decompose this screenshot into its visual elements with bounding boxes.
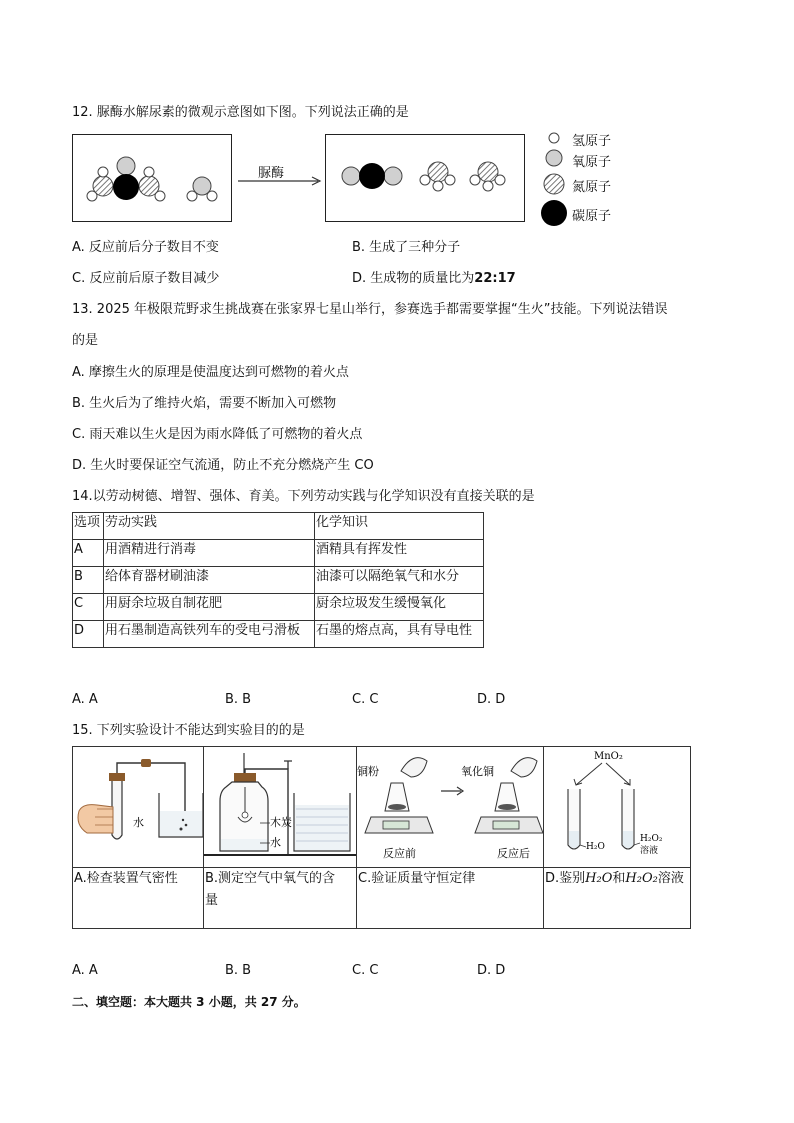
table-row [73, 567, 484, 594]
test-tube-identification-icon [544, 747, 690, 863]
row-a-knowledge: 酒精具有挥发性 [315, 540, 484, 567]
q14-answer-c: C. C [352, 692, 379, 707]
q15-answer-d: D. D [477, 963, 506, 978]
q15-answer-a: A. A [72, 963, 98, 978]
urea-and-water-molecules [73, 135, 231, 221]
label-water: 水 [133, 816, 144, 829]
table-row [73, 540, 484, 567]
row-c-practice: 用厨余垃圾自制花肥 [104, 594, 315, 621]
label-solution: 溶液 [640, 846, 659, 856]
label-copper-powder: 铜粉 [357, 765, 379, 778]
q12-option-d-ratio: 22:17 [474, 271, 516, 286]
caption-d [544, 868, 691, 929]
caption-d-mid: 和 [612, 871, 626, 886]
caption-d-formula-peroxide: H₂O₂ [625, 871, 658, 886]
legend-hydrogen: 氢原子 [572, 134, 612, 149]
reaction-arrow-icon [236, 176, 324, 186]
products-box [325, 134, 525, 222]
q14-answer-d: D. D [477, 692, 506, 707]
header-practice: 劳动实践 [104, 513, 315, 540]
row-c-knowledge: 厨余垃圾发生缓慢氧化 [315, 594, 484, 621]
row-b-practice: 给体育器材刷油漆 [104, 567, 315, 594]
table-row [73, 594, 484, 621]
caption-c: C.验证质量守恒定律 [357, 868, 544, 929]
row-c-label: C [73, 594, 104, 621]
q15-answer-c: C. C [352, 963, 379, 978]
legend-oxygen: 氧原子 [572, 155, 612, 170]
table-row [73, 621, 484, 648]
q12-option-b: B. 生成了三种分子 [352, 240, 461, 255]
caption-d-suffix: 溶液 [657, 871, 684, 886]
hydrogen-atom-icon [549, 133, 559, 143]
row-b-label: B [73, 567, 104, 594]
row-d-knowledge: 石墨的熔点高，具有导电性 [315, 621, 484, 648]
q15-answer-b: B. B [225, 963, 252, 978]
q14-table [72, 512, 484, 648]
figure-c-cell [357, 747, 544, 868]
oxygen-measurement-apparatus-icon [204, 747, 356, 863]
q14-stem: 14.以劳动树德、增智、强体、育美。下列劳动实践与化学知识没有直接关联的是 [72, 489, 535, 504]
q13-stem-line2: 的是 [72, 333, 99, 348]
caption-b [204, 868, 357, 929]
q13-option-c: C. 雨天难以生火是因为雨水降低了可燃物的着火点 [72, 427, 363, 442]
carbon-atom-icon [541, 200, 567, 226]
q13-option-a: A. 摩擦生火的原理是使温度达到可燃物的着火点 [72, 365, 349, 380]
figure-b-cell [204, 747, 357, 868]
table-header-row [73, 513, 484, 540]
row-d-practice: 用石墨制造高铁列车的受电弓滑板 [104, 621, 315, 648]
label-charcoal: 木炭 [270, 816, 292, 829]
q12-option-d [352, 270, 516, 288]
q12-option-d-text: D. 生成物的质量比为 [352, 271, 475, 286]
q12-stem: 12. 脲酶水解尿素的微观示意图如下图。下列说法正确的是 [72, 105, 409, 120]
figure-d-cell [544, 747, 691, 868]
label-h2o2: H₂O₂ [640, 834, 663, 844]
row-b-knowledge: 油漆可以隔绝氧气和水分 [315, 567, 484, 594]
atom-legend-icons [540, 128, 570, 228]
q12-option-a: A. 反应前后分子数目不变 [72, 240, 219, 255]
caption-d-formula-water: H₂O [585, 871, 613, 886]
row-a-label: A [73, 540, 104, 567]
nitrogen-atom-icon [544, 174, 564, 194]
label-water-b: 水 [270, 836, 281, 849]
caption-b-line2: 量 [205, 893, 219, 908]
oxygen-atom-icon [546, 150, 562, 166]
q13-option-b: B. 生火后为了维持火焰，需要不断加入可燃物 [72, 396, 337, 411]
enzyme-label: 脲酶 [258, 166, 285, 181]
q14-answer-b: B. B [225, 692, 252, 707]
caption-b-line1: B.测定空气中氧气的含 [205, 871, 336, 886]
legend-nitrogen: 氮原子 [572, 180, 612, 195]
co2-and-nh3-molecules [326, 135, 524, 221]
row-a-practice: 用酒精进行消毒 [104, 540, 315, 567]
caption-d-prefix: D.鉴别 [545, 871, 586, 886]
header-option: 选项 [73, 513, 104, 540]
header-knowledge: 化学知识 [315, 513, 484, 540]
q15-stem: 15. 下列实验设计不能达到实验目的的是 [72, 723, 305, 738]
label-after: 反应后 [497, 847, 530, 860]
legend-carbon: 碳原子 [572, 209, 612, 224]
q12-option-c: C. 反应前后原子数目减少 [72, 271, 220, 286]
airtightness-apparatus-icon [73, 747, 203, 863]
reactants-box [72, 134, 232, 222]
q13-option-d: D. 生火时要保证空气流通，防止不充分燃烧产生 CO [72, 458, 374, 473]
label-copper-oxide: 氧化铜 [461, 765, 494, 778]
figure-a-cell [73, 747, 204, 868]
row-d-label: D [73, 621, 104, 648]
q15-table [72, 746, 691, 929]
caption-a: A.检查装置气密性 [73, 868, 204, 929]
caption-row [73, 868, 691, 929]
figure-row [73, 747, 691, 868]
q13-stem-line1: 13. 2025 年极限荒野求生挑战赛在张家界七星山举行，参赛选手都需要掌握“生火”技能。下列说法错误 [72, 302, 668, 317]
label-mno2: MnO₂ [594, 751, 623, 762]
mass-conservation-apparatus-icon [357, 747, 543, 863]
section-heading: 二、填空题：本大题共 3 小题，共 27 分。 [72, 995, 306, 1009]
label-h2o: H₂O [586, 842, 605, 852]
label-before: 反应前 [383, 847, 416, 860]
q14-answer-a: A. A [72, 692, 98, 707]
